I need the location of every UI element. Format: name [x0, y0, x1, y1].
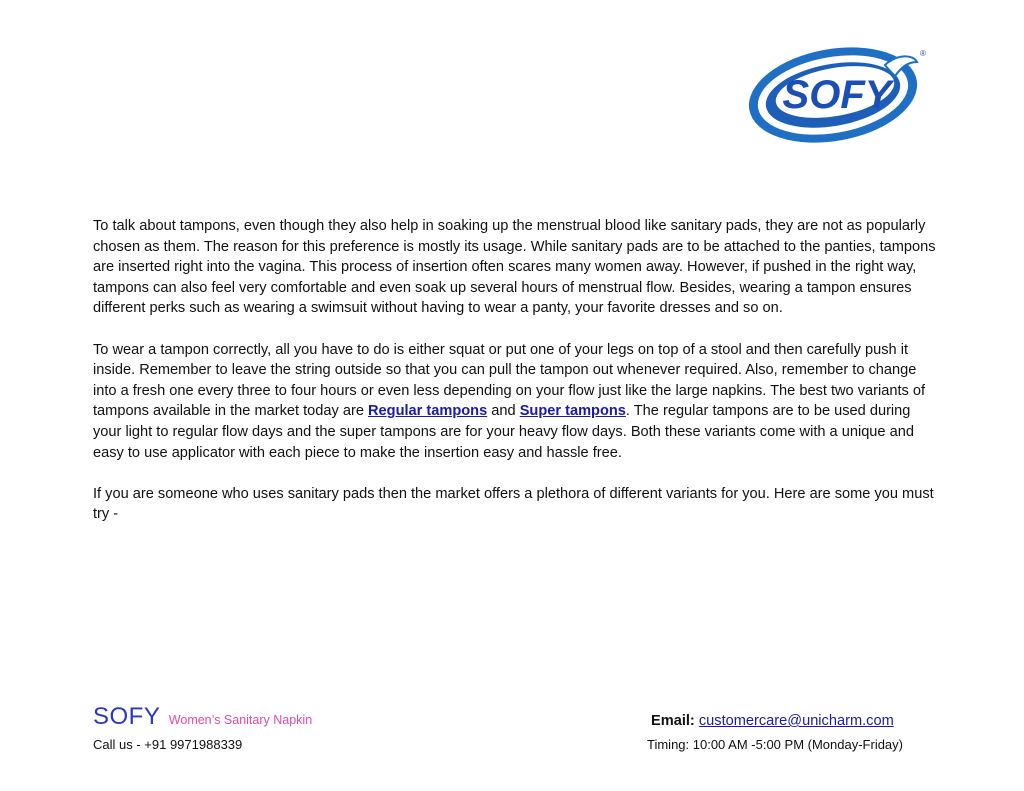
- logo-text: SOFY: [782, 73, 892, 117]
- paragraph-tampons-intro: To talk about tampons, even though they also help in soaking up the menstrual blood like sanitary pads, they are not as popularly chosen as them. The reason for this preference is mostly its usage. While sanitary pads are to be attached to the panties, tampons are inserted right into the vagina. This process of insertion often scares many women away. However, if pushed in the right way, tampons can also feel very comfortable and even soak up several hours of menstrual flow. Besides, wearing a tampon ensures different perks such as wearing a swimsuit without having to wear a panty, your favorite dresses and so on.: [93, 218, 936, 317]
- footer-tagline: Women’s Sanitary Napkin: [168, 713, 313, 727]
- email-link[interactable]: customercare@unicharm.com: [698, 713, 894, 729]
- footer-brand: [93, 703, 312, 731]
- email-label: Email:: [651, 713, 695, 729]
- paragraph-tampon-usage: [93, 340, 938, 464]
- paragraph-text: . The regular tampons are to be used during your light to regular flow days and the super tampons are for your heavy flow days. Both these variants come with a unique and easy to use applicator with each piece to make the insertion easy and hassle free.: [93, 403, 914, 461]
- paragraph-text: To wear a tampon correctly, all you have to do is either squat or put one of your legs on top of a stool and then carefully push it inside. Remember to leave the string outside so that you can pull the tampon out whenever required. Also, remember to change into a fresh one every three to four hours or even less depending on your flow just like the large napkins. The best two variants of tampons available in the market today are: [93, 341, 926, 420]
- footer-timing: Timing: 10:00 AM -5:00 PM (Monday-Friday): [647, 737, 903, 752]
- article-body: [93, 216, 938, 546]
- paragraph-sanitary-pads: If you are someone who uses sanitary pads then the market offers a plethora of different variants for you. Here are some you must try -: [93, 485, 934, 523]
- footer-brand-name: SOFY: [93, 703, 161, 730]
- super-tampons-link[interactable]: Super tampons: [519, 403, 626, 420]
- registered-mark: ®: [920, 49, 926, 58]
- paragraph-text: and: [487, 403, 520, 420]
- footer-email: [651, 713, 894, 729]
- regular-tampons-link[interactable]: Regular tampons: [368, 403, 488, 420]
- sofy-logo: [745, 40, 930, 145]
- footer-phone: Call us - +91 9971988339: [93, 737, 243, 752]
